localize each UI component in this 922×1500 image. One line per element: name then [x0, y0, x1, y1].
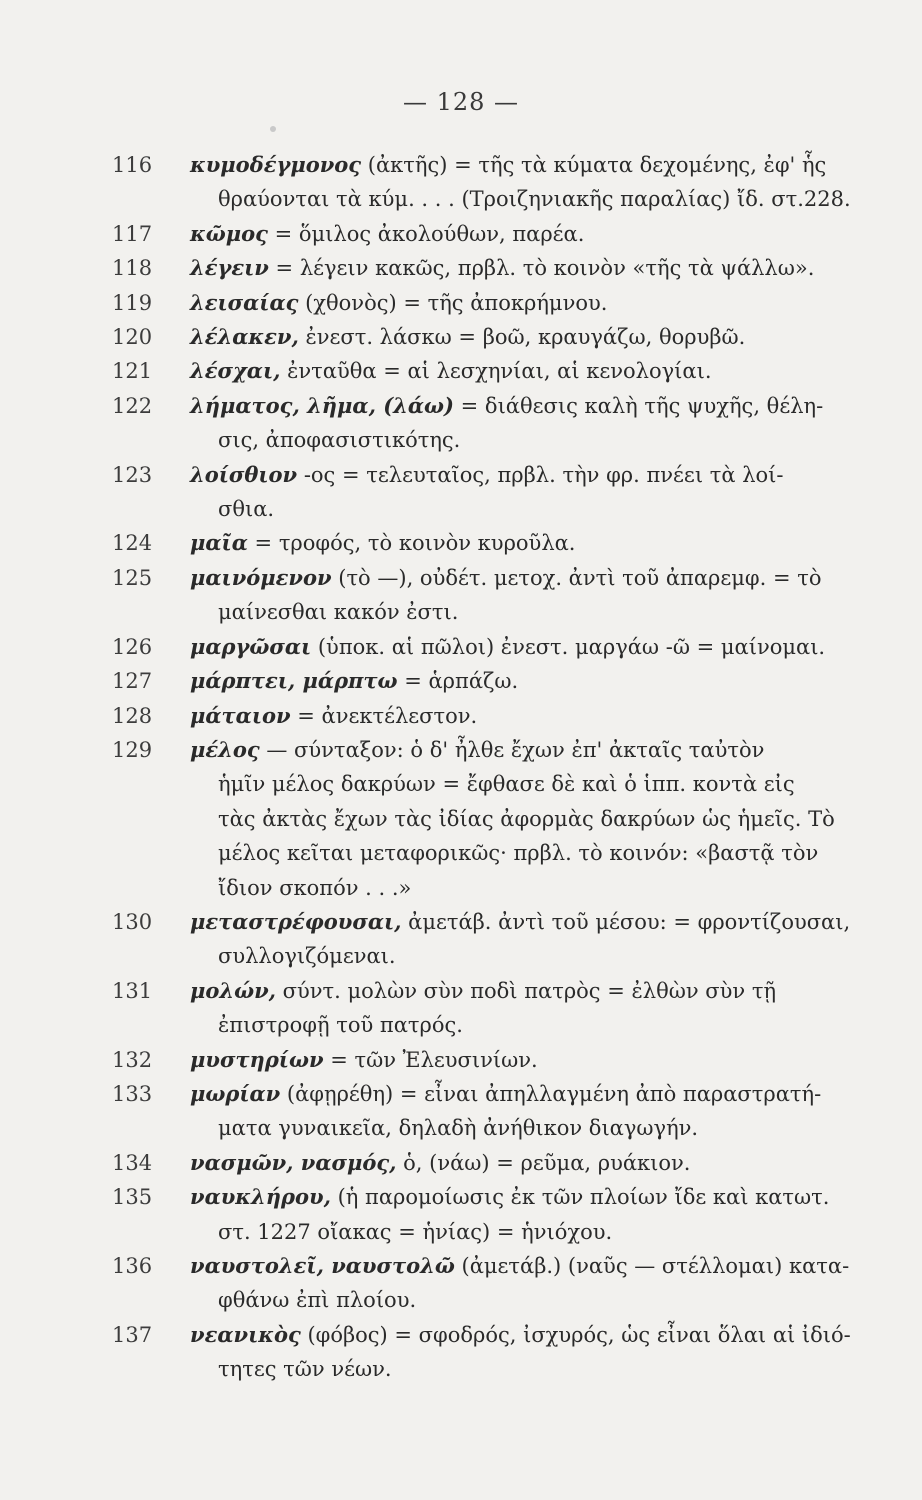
entry-headword: μάρπτει, μάρπτω	[190, 668, 398, 694]
entry-number: 125	[112, 565, 153, 590]
entry-body	[190, 1180, 872, 1249]
entry-number: 127	[112, 669, 153, 694]
entry-number: 126	[112, 634, 153, 659]
glossary-list	[112, 148, 872, 1387]
glossary-entry	[112, 389, 872, 458]
entry-definition: — σύνταξον: ὁ δ' ἦλθε ἔχων ἐπ' ἀκταῖς ταὐτὸν	[266, 737, 765, 762]
glossary-entry	[112, 251, 872, 285]
entry-headword: μεταστρέφουσαι,	[190, 908, 402, 934]
entry-headword: κῶμος	[190, 220, 268, 246]
entry-definition: (ὑποκ. αἱ πῶλοι) ἐνεστ. μαργάω -ῶ = μαίνομαι.	[317, 634, 826, 659]
ink-speck	[270, 126, 276, 132]
entry-headword: λεισαίας	[190, 289, 299, 315]
glossary-entry	[112, 217, 872, 251]
glossary-entry	[112, 1180, 872, 1249]
page-number: — 128 —	[402, 88, 520, 116]
glossary-entry	[112, 561, 872, 630]
entry-body	[190, 630, 872, 664]
entry-headword: μωρίαν	[190, 1080, 281, 1106]
entry-headword: ναυκλήρου,	[190, 1184, 331, 1210]
entry-body	[190, 148, 872, 217]
entry-headword: μάταιον	[190, 702, 291, 728]
entry-continuation: μαίνεσθαι κακόν ἐστι.	[218, 600, 459, 625]
entry-body	[190, 974, 872, 1043]
entry-continuation: τητες τῶν νέων.	[218, 1357, 392, 1382]
entry-number: 137	[112, 1322, 153, 1347]
entry-definition: (ἀκτῆς) = τῆς τὰ κύματα δεχομένης, ἐφ' ἧς	[367, 153, 827, 177]
entry-definition: (φόβος) = σφοδρός, ἰσχυρός, ὡς εἶναι ὅλαι αἱ ἰδιό-	[307, 1322, 851, 1347]
entry-definition: (τὸ —), οὐδέτ. μετοχ. ἀντὶ τοῦ ἀπαρεμφ. = τὸ	[338, 565, 822, 590]
entry-headword: μαινόμενον	[190, 564, 332, 590]
glossary-entry	[112, 286, 872, 320]
entry-continuation: τὰς ἀκτὰς ἔχων τὰς ἰδίας ἀφορμὰς δακρύων ὡς ἡμεῖς. Τὸ	[218, 806, 835, 831]
glossary-entry	[112, 733, 872, 905]
glossary-entry	[112, 699, 872, 733]
entry-continuation: μέλος κεῖται μεταφορικῶς· πρβλ. τὸ κοινόν: «βαστᾷ τὸν	[218, 841, 819, 866]
entry-definition: = διάθεσις καλὴ τῆς ψυχῆς, θέλη-	[460, 393, 824, 418]
glossary-entry	[112, 1249, 872, 1318]
entry-body	[190, 354, 872, 388]
entry-continuation: ἐπιστροφῇ τοῦ πατρός.	[218, 1013, 463, 1038]
entry-body	[190, 389, 872, 458]
entry-definition: = ὅμιλος ἀκολούθων, παρέα.	[274, 221, 585, 246]
glossary-entry	[112, 1318, 872, 1387]
glossary-entry	[112, 630, 872, 664]
entry-headword: νεανικὸς	[190, 1321, 301, 1347]
entry-headword: λέσχαι,	[190, 358, 281, 384]
entry-body	[190, 1043, 872, 1077]
entry-definition: ἐνταῦθα = αἱ λεσχηνίαι, αἱ κενολογίαι.	[287, 359, 712, 384]
glossary-entry	[112, 148, 872, 217]
entry-headword: μαργῶσαι	[190, 633, 312, 659]
entry-headword: λήματος, λῆμα, (λάω)	[190, 392, 454, 418]
entry-number: 123	[112, 462, 153, 487]
entry-definition: (ἀφῃρέθη) = εἶναι ἀπηλλαγμένη ἀπὸ παραστρατή-	[286, 1081, 822, 1106]
entry-continuation: ἴδιον σκοπόν . . .»	[218, 875, 412, 900]
entry-definition: σύντ. μολὼν σὺν ποδὶ πατρὸς = ἐλθὼν σὺν τῇ	[282, 978, 777, 1003]
entry-continuation: σις, ἀποφασιστικότης.	[218, 428, 461, 453]
entry-body	[190, 664, 872, 698]
entry-body	[190, 699, 872, 733]
entry-continuation: συλλογιζόμεναι.	[218, 944, 396, 969]
entry-number: 136	[112, 1254, 153, 1278]
entry-number: 128	[112, 703, 153, 728]
entry-definition: (ἀμετάβ.) (ναῦς — στέλλομαι) κατα-	[461, 1254, 850, 1278]
entry-continuation: σθια.	[218, 497, 275, 522]
entry-number: 117	[112, 221, 153, 246]
entry-headword: νασμῶν, νασμός,	[190, 1149, 397, 1175]
entry-number: 131	[112, 978, 153, 1003]
entry-definition: ἐνεστ. λάσκω = βοῶ, κραυγάζω, θορυβῶ.	[305, 325, 746, 350]
entry-definition: ὁ, (νάω) = ρεῦμα, ρυάκιον.	[403, 1150, 691, 1175]
entry-number: 120	[112, 325, 153, 350]
entry-number: 130	[112, 909, 153, 934]
entry-number: 116	[112, 153, 153, 177]
glossary-entry	[112, 458, 872, 527]
entry-body	[190, 1318, 872, 1387]
entry-definition: = λέγειν κακῶς, πρβλ. τὸ κοινὸν «τῆς τὰ ψάλλω».	[275, 256, 815, 281]
glossary-entry	[112, 664, 872, 698]
entry-definition: = τροφός, τὸ κοινὸν κυροῦλα.	[254, 531, 576, 556]
entry-number: 118	[112, 256, 153, 281]
entry-number: 124	[112, 531, 153, 556]
glossary-entry	[112, 526, 872, 560]
entry-body	[190, 320, 872, 354]
entry-body	[190, 286, 872, 320]
entry-number: 122	[112, 393, 153, 418]
glossary-entry	[112, 1043, 872, 1077]
entry-body	[190, 1249, 872, 1318]
entry-number: 133	[112, 1081, 153, 1106]
entry-headword: κυμοδέγμονος	[190, 152, 362, 177]
glossary-entry	[112, 1077, 872, 1146]
glossary-entry	[112, 974, 872, 1043]
entry-headword: μέλος	[190, 736, 260, 762]
entry-number: 119	[112, 290, 153, 315]
entry-definition: = ἁρπάζω.	[404, 669, 519, 694]
entry-body	[190, 561, 872, 630]
entry-headword: λέγειν	[190, 255, 269, 281]
entry-body	[190, 905, 872, 974]
entry-number: 132	[112, 1047, 153, 1072]
entry-continuation: ἡμῖν μέλος δακρύων = ἔφθασε δὲ καὶ ὁ ἱππ. κοντὰ εἰς	[218, 772, 795, 797]
glossary-entry	[112, 354, 872, 388]
entry-number: 121	[112, 359, 153, 384]
glossary-entry	[112, 905, 872, 974]
entry-body	[190, 1077, 872, 1146]
entry-continuation: θραύονται τὰ κύμ. . . . (Τροιζηνιακῆς παραλίας) ἴδ. στ.228.	[218, 187, 851, 212]
entry-definition: (ἡ παρομοίωσις ἐκ τῶν πλοίων ἴδε καὶ κατωτ.	[337, 1185, 830, 1210]
entry-number: 135	[112, 1185, 153, 1210]
entry-continuation: ματα γυναικεῖα, δηλαδὴ ἀνήθικον διαγωγήν.	[218, 1116, 699, 1141]
entry-body	[190, 526, 872, 560]
entry-headword: λέλακεν,	[190, 324, 299, 350]
entry-continuation: στ. 1227 οἴακας = ἡνίας) = ἡνιόχου.	[218, 1219, 613, 1244]
entry-headword: μαῖα	[190, 530, 248, 556]
entry-headword: ναυστολεῖ, ναυστολῶ	[190, 1253, 455, 1278]
entry-continuation: φθάνω ἐπὶ πλοίου.	[218, 1288, 417, 1313]
entry-definition: (χθονὸς) = τῆς ἀποκρήμνου.	[305, 290, 608, 315]
entry-body	[190, 733, 872, 905]
entry-definition: -ος = τελευταῖος, πρβλ. τὴν φρ. πνέει τὰ λοί-	[303, 462, 784, 487]
entry-number: 134	[112, 1150, 153, 1175]
entry-body	[190, 251, 872, 285]
entry-body	[190, 217, 872, 251]
entry-headword: μυστηρίων	[190, 1046, 324, 1072]
entry-number: 129	[112, 737, 153, 762]
glossary-entry	[112, 320, 872, 354]
entry-body	[190, 1146, 872, 1180]
entry-headword: μολών,	[190, 977, 276, 1003]
entry-definition: = τῶν Ἐλευσινίων.	[330, 1047, 538, 1072]
entry-definition: ἀμετάβ. ἀντὶ τοῦ μέσου: = φροντίζουσαι,	[408, 909, 851, 934]
entry-headword: λοίσθιον	[190, 461, 298, 487]
entry-body	[190, 458, 872, 527]
glossary-entry	[112, 1146, 872, 1180]
entry-definition: = ἀνεκτέλεστον.	[297, 703, 478, 728]
